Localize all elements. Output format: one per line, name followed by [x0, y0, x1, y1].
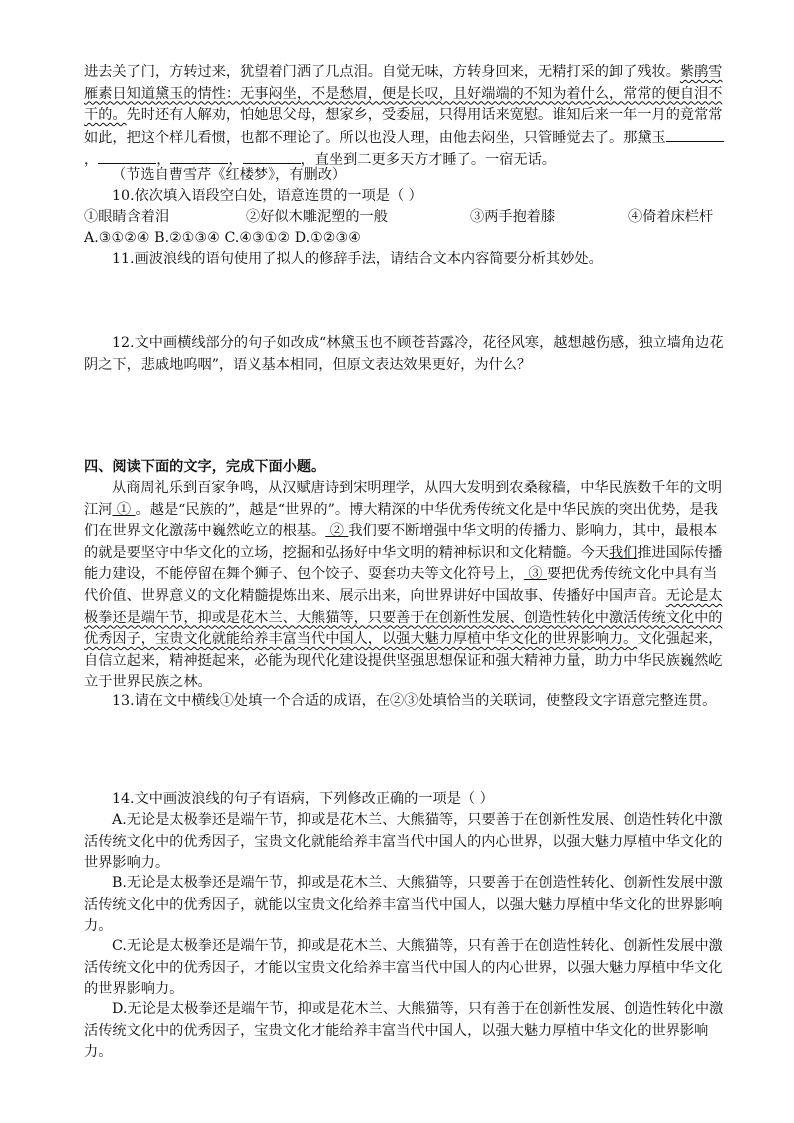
blank-2[interactable]: ② — [325, 523, 349, 540]
question-10-choices[interactable]: A.③①②④ B.②①③④ C.④③①② D.①②③④ — [84, 230, 361, 246]
blank-3[interactable]: ③ — [523, 566, 548, 583]
passage-line: ，直坐到二更多天方才睡了。一宿无话。 — [300, 152, 556, 169]
q10-item-1: ①眼睛含着泪 — [84, 209, 170, 225]
answer-blank[interactable] — [243, 149, 301, 164]
wavy-sentence: 无论是太极拳还是端午节，抑或是花木兰、大熊猫等，只要善于在创新性发展、创造性转化中激活传统文化中的优秀因子，宝贵文化就能给养丰富当代中国人，以强大魅力厚植中华文化的世界影响力。 — [84, 587, 723, 648]
question-13-stem: 13.请在文中横线①处填一个合适的成语，在②③处填恰当的关联词，使整段文字语意完整连贯。 — [112, 693, 717, 709]
section-4-title: 四、阅读下面的文字，完成下面小题。 — [84, 459, 326, 475]
answer-blank[interactable] — [98, 149, 156, 164]
question-11-stem: 11.画波浪线的语句使用了拟人的修辞手法，请结合文本内容简要分析其妙处。 — [112, 251, 603, 267]
section-4-passage: 从商周礼乐到百家争鸣，从汉赋唐诗到宋明理学，从四大发明到农桑稼穑，中华民族数千年的文明江河 ① 。越是“民族的”，越是“世界的”。博大精深的中华优秀传统文化是中华民族的突出优势，是我们在世界文化激荡中巍然屹立的根基。 ② 我们要不断增强中华文明的传播力、影响力，其中，最根本的就是要坚守中华文化的立场，挖掘和弘扬好中华文明的精神标识和文化精髓。今天我们推进国际传播能力建设，不能停留在舞个狮子、包个饺子、耍套功夫等文化符号上， ③ 要把优秀传统文化中具有当代价值、世界意义的文化精髓提炼出来、展示出来，向世界讲好中国故事、传播好中国声音。无论是太极拳还是端午节，抑或是花木兰、大熊猫等，只要善于在创新性发展、创造性转化中激活传统文化中的优秀因子，宝贵文化就能给养丰富当代中国人，以强大魅力厚植中华文化的世界影响力。文化强起来，自信立起来，精神挺起来，必能为现代化建设提供坚强思想保证和强大精神力量，助力中华民族巍然屹立于世界民族之林。 — [84, 480, 723, 691]
q14-option-c[interactable]: C.无论是太极拳还是端午节，抑或是花木兰、大熊猫等，只有善于在创造性转化、创新性发展中激活传统文化中的优秀因子，才能以宝贵文化给养丰富当代中国人的内心世界，以强大魅力厚植中华文化的世界影响力。 — [84, 938, 723, 998]
q14-option-b[interactable]: B.无论是太极拳还是端午节，抑或是花木兰、大熊猫等，只要善于在创造性转化、创新性发展中激活传统文化中的优秀因子，就能以宝贵文化给养丰富当代中国人，以强大魅力厚植中华文化的世界影响力。 — [84, 875, 723, 935]
q10-item-4: ④倚着床栏杆 — [628, 209, 714, 225]
q10-item-2: ②好似木雕泥塑的一般 — [246, 209, 388, 225]
q14-option-a[interactable]: A.无论是太极拳还是端午节，抑或是花木兰、大熊猫等，只要善于在创新性发展、创造性转化中激活传统文化中的优秀因子，宝贵文化就能给养丰富当代中国人的内心世界，以强大魅力厚植中华文化的世界影响力。 — [84, 812, 723, 872]
passage-line: 先时还有人解劝，怕她思父母，想家乡，受委屈，只得用话来宽慰。谁知后来一年一月的竟常常如此，把这个样儿看惯，也都不理论了。所以也没人理，由他去闷坐，只管睡觉去了。那黛玉 — [84, 107, 723, 146]
blank-1[interactable]: ① — [112, 501, 136, 518]
passage-text: 进去关了门，方转过来，犹望着门洒了几点泪。自觉无味，方转身回来，无精打采的卸了残妆。紫鹃雪雁素日知道黛玉的情性：无事闷坐，不是愁眉，便是长叹，且好端端的不知为着什么，常常的便自泪不干的。先时还有人解劝，怕她思父母，想家乡，受委屈，只得用话来宽慰。谁知后来一年一月的竟常常如此，把这个样儿看惯，也都不理论了。所以也没人理，由他去闷坐，只管睡觉去了。那黛玉， ， ， ，直坐到二更多天方才睡了。一宿无话。 — [84, 64, 723, 169]
question-14-stem: 14.文中画波浪线的句子有语病，下列修改正确的一项是（ ） — [112, 791, 494, 807]
q14-option-d[interactable]: D.无论是太极拳还是端午节，抑或是花木兰、大熊猫等，只有善于在创新性发展、创造性转化中激活传统文化中的优秀因子，宝贵文化才能给养丰富当代中国人，以强大魅力厚植中华文化的世界影响力。 — [84, 1001, 724, 1061]
answer-blank[interactable] — [666, 127, 724, 142]
passage-line: 进去关了门，方转过来，犹望着门洒了几点泪。自觉无味，方转身回来，无精打采的卸了残妆。 — [84, 64, 680, 80]
q10-item-3: ③两手抱着膝 — [470, 209, 556, 225]
question-12-stem: 12.文中画横线部分的句子如改成“林黛玉也不顾苍苔露冷，花径风寒，越想越伤感，独立墙角边花阴之下，悲戚地呜咽”，语义基本相同，但原文表达效果更好，为什么？ — [84, 335, 724, 373]
wavy-sentence: 紫鹃雪雁素日知道黛玉的情性：无事闷坐，不是愁眉，便是长叹，且好端端的不知为着什么，常常的便自泪不干的。 — [84, 64, 723, 124]
question-10-items — [84, 207, 734, 229]
question-10-stem: 10.依次填入语段空白处，语意连贯的一项是（ ） — [112, 188, 423, 204]
passage-source: （节选自曹雪芹《红楼梦》，有删改） — [112, 167, 347, 183]
answer-blank[interactable] — [170, 149, 228, 164]
